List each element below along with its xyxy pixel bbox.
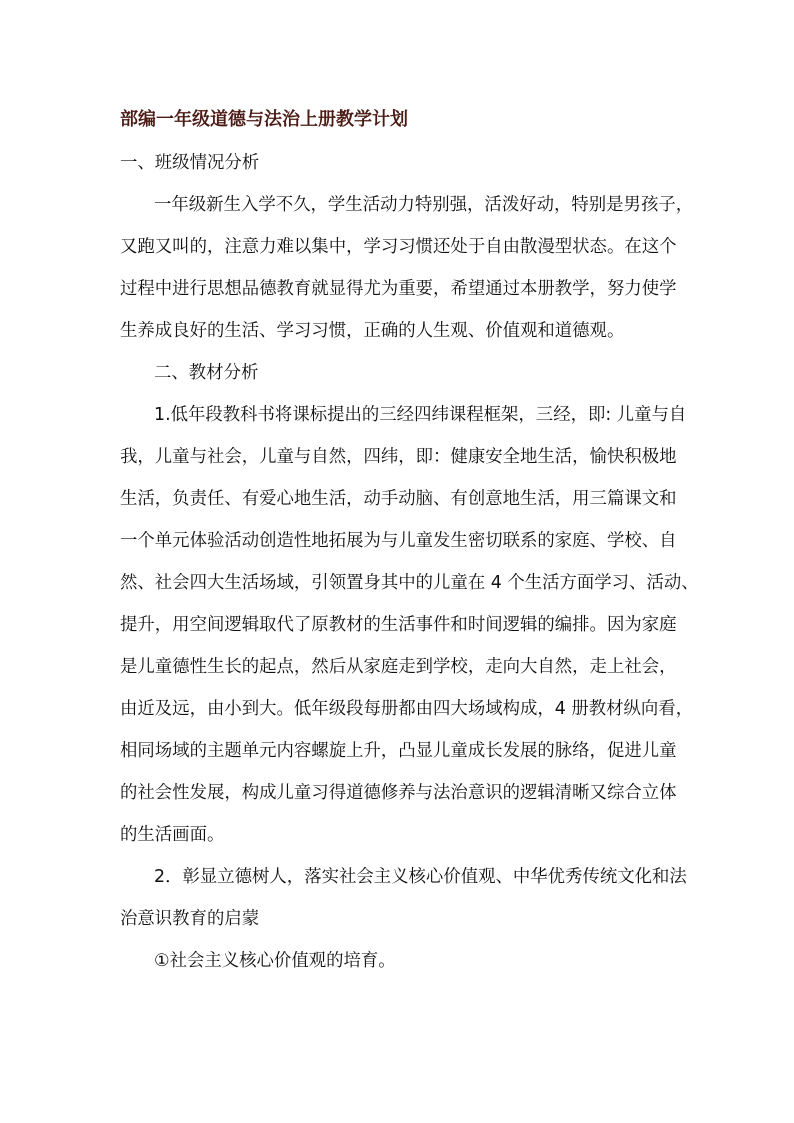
paragraph-line: 的社会性发展，构成儿童习得道德修养与法治意识的逻辑清晰又综合立体 xyxy=(120,783,677,803)
paragraph-line: 又跑又叫的，注意力难以集中，学习习惯还处于自由散漫型状态。在这个 xyxy=(120,237,677,257)
paragraph-line: 相同场域的主题单元内容螺旋上升，凸显儿童成长发展的脉络，促进儿童 xyxy=(120,741,677,761)
paragraph-line: 然、社会四大生活场域，引领置身其中的儿童在 4 个生活方面学习、活动、 xyxy=(120,573,699,593)
section-heading-textbook-analysis: 二、教材分析 xyxy=(154,363,259,383)
paragraph-line: 过程中进行思想品德教育就显得尤为重要，希望通过本册教学，努力使学 xyxy=(120,279,677,299)
paragraph-line: 生养成良好的生活、学习习惯，正确的人生观、价值观和道德观。 xyxy=(120,321,625,341)
document-title: 部编一年级道德与法治上册教学计划 xyxy=(120,109,408,130)
paragraph-line: 一个单元体验活动创造性地拓展为与儿童发生密切联系的家庭、学校、自 xyxy=(120,531,677,551)
section-heading-class-analysis: 一、班级情况分析 xyxy=(120,153,260,173)
paragraph-line: ①社会主义核心价值观的培育。 xyxy=(154,951,396,971)
paragraph-line: 我，儿童与社会，儿童与自然，四纬，即：健康安全地生活，愉快积极地 xyxy=(120,447,677,467)
paragraph-line: 是儿童德性生长的起点，然后从家庭走到学校，走向大自然，走上社会， xyxy=(120,657,677,677)
paragraph-line: 2．彰显立德树人，落实社会主义核心价值观、中华优秀传统文化和法 xyxy=(154,867,687,887)
paragraph-line: 1.低年段教科书将课标提出的三经四纬课程框架，三经，即: 儿童与自 xyxy=(154,405,687,425)
paragraph-line: 的生活画面。 xyxy=(120,825,225,845)
paragraph-line: 一年级新生入学不久，学生活动力特别强，活泼好动，特别是男孩子， xyxy=(154,195,694,215)
paragraph-line: 治意识教育的启蒙 xyxy=(120,909,260,929)
paragraph-line: 由近及远，由小到大。低年级段每册都由四大场域构成，4 册教材纵向看， xyxy=(120,699,694,719)
paragraph-line: 生活，负责任、有爱心地生活，动手动脑、有创意地生活，用三篇课文和 xyxy=(120,489,677,509)
paragraph-line: 提升，用空间逻辑取代了原教材的生活事件和时间逻辑的编排。因为家庭 xyxy=(120,615,677,635)
